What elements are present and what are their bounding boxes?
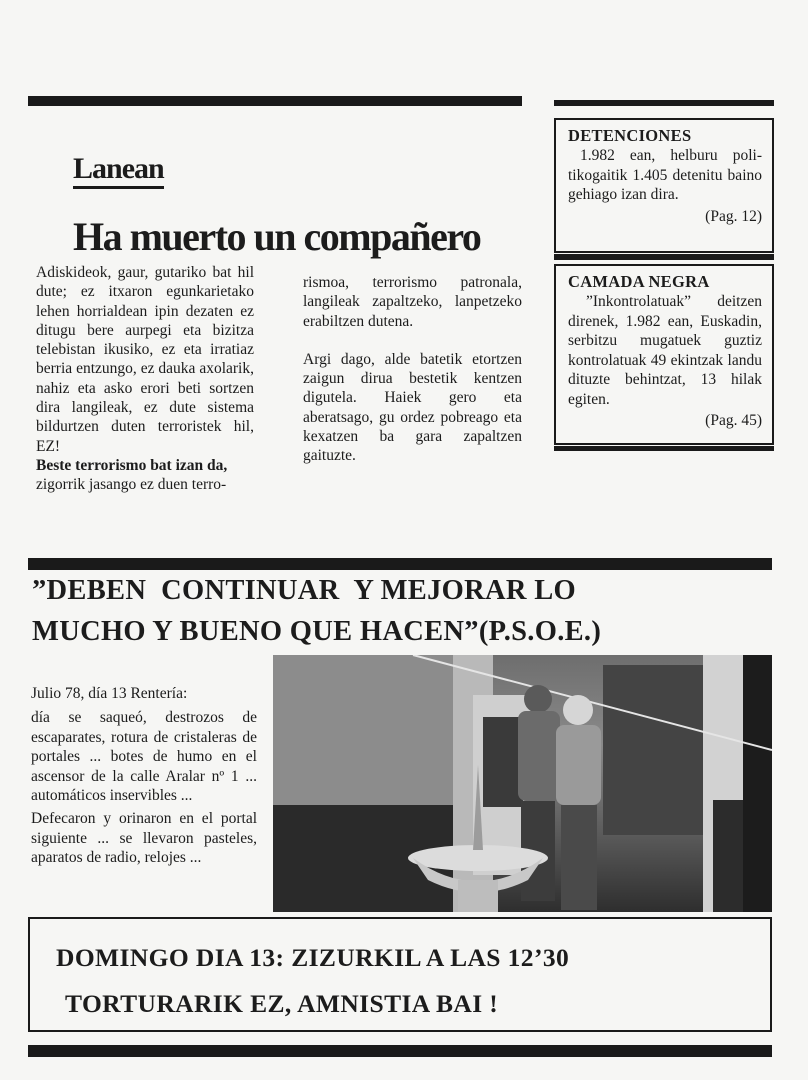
article-paragraph: Argi dago, alde batetik etortzen zaigun dirua bestetik kentzen digutela. Haiek gero eta aberatsago, gu ordez pobreago eta kexatzen ba gara zapaltzen gaituzte. <box>303 350 522 465</box>
camada-negra-box <box>554 264 774 445</box>
article-paragraph: zigorrik jasango ez duen terro- <box>36 476 227 494</box>
article-headline: Ha muerto un compañero <box>73 214 481 259</box>
photo-illustration <box>273 655 772 912</box>
event-banner <box>28 917 772 1032</box>
top-rule-left <box>28 96 522 106</box>
article-paragraph-bold: Beste terrorismo bat izan da, <box>36 456 228 474</box>
box-bottom-rule <box>554 446 774 451</box>
section-kicker: Lanean <box>73 153 164 189</box>
top-rule-right <box>554 100 774 106</box>
quote-headline-line-1: ”DEBEN CONTINUAR Y MEJORAR LO <box>32 575 576 606</box>
box-title: DETENCIONES <box>568 126 692 145</box>
article-paragraph: rismoa, terrorismo patronala, langileak zapaltzeko, lanpetzeko erabiltzen dutena. <box>303 274 522 330</box>
report-paragraph: día se saqueó, destrozos de escaparates, rotura de cristaleras de portales ... botes de humo en el ascensor de la calle Aralar nº 1 ... automáticos inservibles ... <box>31 709 257 805</box>
detenciones-box <box>554 118 774 253</box>
article-paragraph: Adiskideok, gaur, gutariko bat hil dute; ez itxaron egunkarietako lehen horrialdean ipin dezaten ez ditugu bere aurpegi eta bizitza telebistan ikusiko, ez eta irratiaz berria entzungo, ez dauka axolarik, nahiz eta asko erori beti sortzen dira langileak, ez dute sistema bildurtzen duten terroristek hil, EZ! <box>36 264 254 455</box>
box-divider <box>554 254 774 260</box>
report-text <box>31 684 257 868</box>
banner-line-1: DOMINGO DIA 13: ZIZURKIL A LAS 12’30 <box>56 943 570 972</box>
quote-headline-line-2: MUCHO Y BUENO QUE HACEN”(P.S.O.E.) <box>32 616 602 647</box>
middle-rule <box>28 558 772 570</box>
banner-line-2: TORTURARIK EZ, AMNISTIA BAI ! <box>65 989 499 1018</box>
article-column-2 <box>303 273 522 466</box>
page-reference: (Pag. 12) <box>705 207 762 225</box>
page-reference: (Pag. 45) <box>705 412 762 429</box>
bottom-rule <box>28 1045 772 1057</box>
report-paragraph: Defecaron y orinaron en el portal siguiente ... se llevaron pasteles, aparatos de radio, relojes ... <box>31 810 257 867</box>
box-title: CAMADA NEGRA <box>568 272 710 291</box>
box-body: ”Inkontrolatuak” deitzen direnek, 1.982 ean, Euskadin, serbitzu mugatuek guztiz kontrolatuak 49 ekintzak landu dituzte behintzat, 13 hilak egiten. <box>568 293 762 408</box>
report-lead: Julio 78, día 13 Rentería: <box>31 685 188 702</box>
box-body: 1.982 ean, helburu politikogaitik 1.405 detenitu baino gehiago izan dira. <box>568 147 762 203</box>
news-photo <box>273 655 772 912</box>
article-column-1 <box>36 263 254 495</box>
